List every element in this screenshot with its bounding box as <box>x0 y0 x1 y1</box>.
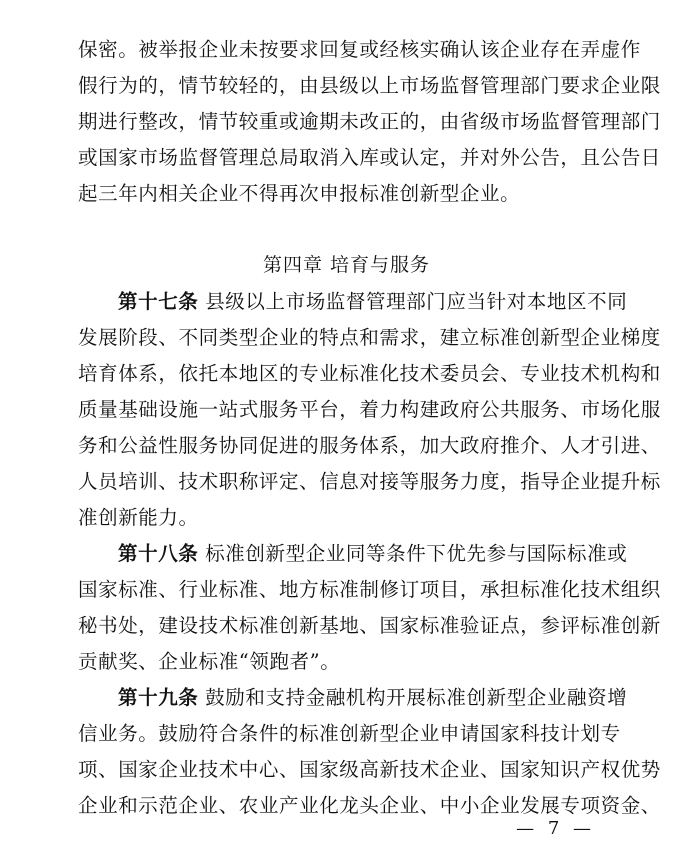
paragraph-line: 期进行整改，情节较重或逾期未改正的，由省级市场监督管理部门 <box>78 110 661 133</box>
paragraph-line: 准创新能力。 <box>78 506 199 529</box>
paragraph-line: 假行为的，情节较轻的，由县级以上市场监督管理部门要求企业限 <box>78 74 661 97</box>
paragraph-line: 贡献奖、企业标准“领跑者”。 <box>78 650 341 673</box>
article-18-first-line <box>118 542 628 566</box>
article-18-text: 标准创新型企业同等条件下优先参与国际标准或 <box>198 542 628 565</box>
article-19-text: 鼓励和支持金融机构开展标准创新型企业融资增 <box>198 686 628 709</box>
article-17-title: 第十七条 <box>118 290 199 313</box>
paragraph-line: 发展阶段、不同类型企业的特点和需求，建立标准创新型企业梯度 <box>78 326 661 349</box>
article-19-title: 第十九条 <box>118 686 199 709</box>
paragraph-line: 国家标准、行业标准、地方标准制修订项目，承担标准化技术组织 <box>78 578 661 601</box>
paragraph-line: 企业和示范企业、农业产业化龙头企业、中小企业发展专项资金、 <box>78 794 661 817</box>
article-17-first-line <box>118 290 628 314</box>
chapter-heading: 第四章 培育与服务 <box>262 254 431 276</box>
article-19-first-line <box>118 686 628 710</box>
paragraph-line: 人员培训、技术职称评定、信息对接等服务力度，指导企业提升标 <box>78 470 661 493</box>
paragraph-line: 起三年内相关企业不得再次申报标准创新型企业。 <box>78 182 521 205</box>
paragraph-line: 保密。被举报企业未按要求回复或经核实确认该企业存在弄虚作 <box>78 38 641 61</box>
paragraph-line: 信业务。鼓励符合条件的标准创新型企业申请国家科技计划专 <box>78 722 621 745</box>
paragraph-line: 务和公益性服务协同促进的服务体系，加大政府推介、人才引进、 <box>78 434 661 457</box>
paragraph-line: 项、国家企业技术中心、国家级高新技术企业、国家知识产权优势 <box>78 758 661 781</box>
paragraph-line: 质量基础设施一站式服务平台，着力构建政府公共服务、市场化服 <box>78 398 661 421</box>
paragraph-line: 秘书处，建设技术标准创新基地、国家标准验证点，参评标准创新 <box>78 614 661 637</box>
paragraph-line: 或国家市场监督管理总局取消入库或认定，并对外公告，且公告日 <box>78 146 661 169</box>
article-17-text: 县级以上市场监督管理部门应当针对本地区不同 <box>198 290 628 313</box>
paragraph-line: 培育体系，依托本地区的专业标准化技术委员会、专业技术机构和 <box>78 362 661 385</box>
article-18-title: 第十八条 <box>118 542 199 565</box>
page-number: — 7 — <box>516 818 595 839</box>
